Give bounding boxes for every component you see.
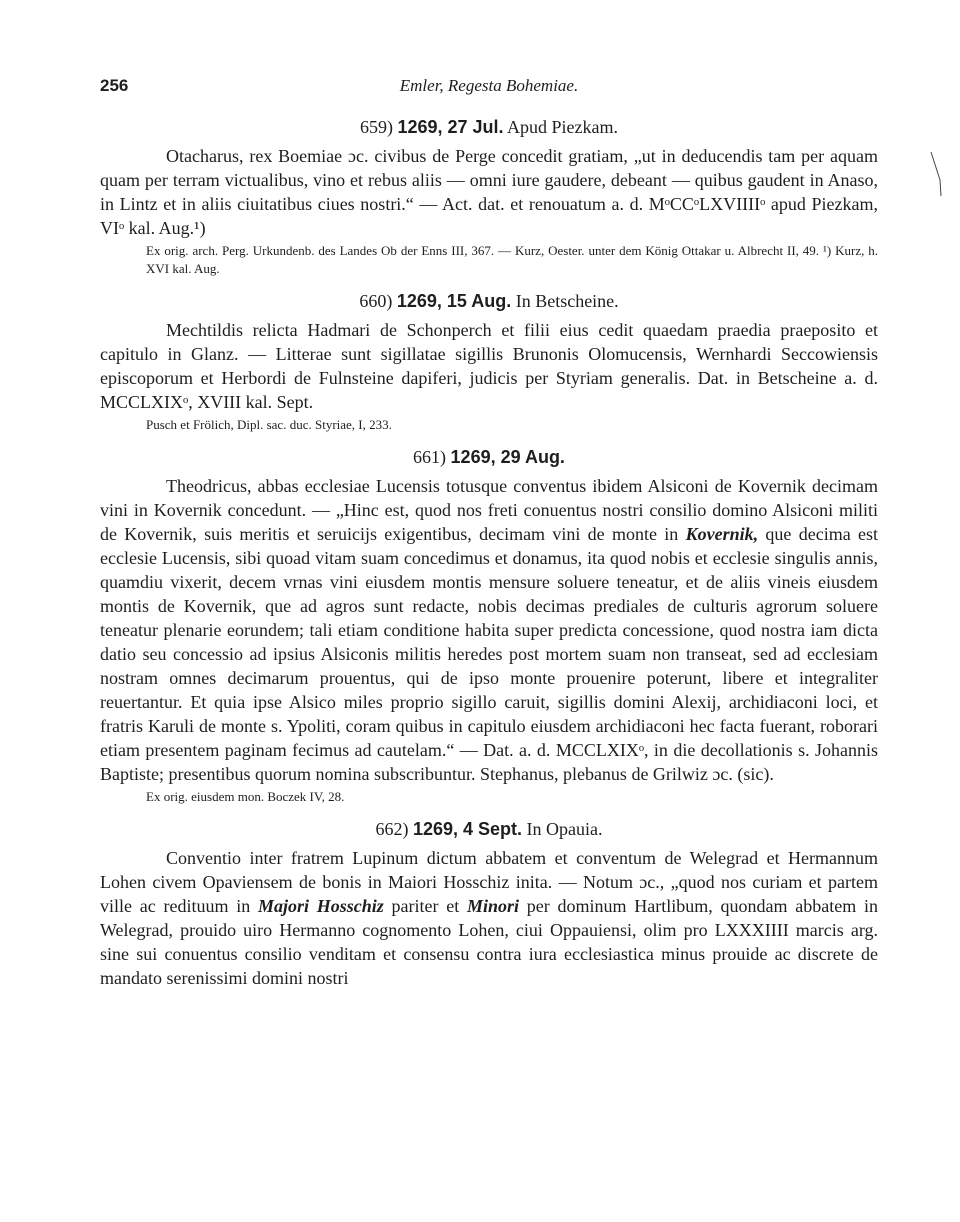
regest-entry-660 bbox=[100, 288, 878, 434]
regest-entry-659 bbox=[100, 114, 878, 278]
page-number: 256 bbox=[100, 76, 129, 95]
entry-heading bbox=[100, 288, 878, 314]
scan-line-icon bbox=[930, 150, 942, 200]
entry-number: 660) bbox=[359, 291, 393, 311]
entry-number: 662) bbox=[375, 819, 409, 839]
entry-text: Mechtildis relicta Hadmari de Schonperch et filii eius cedit quaedam praedia praeposito et capitulo in Glanz. — Litterae sunt sigillatae sigillis Brunonis Olomucensis, Wernhardi Seccowiensis episcoporum et Herbordi de Fulnsteine dapiferi, judicis per Styriam generalis. Dat. in Betscheine a. d. MCCLXIXᵒ, XVIII kal. Sept. bbox=[100, 320, 878, 412]
regest-entry-662 bbox=[100, 816, 878, 990]
entry-number: 659) bbox=[359, 117, 393, 137]
margin-scan-mark bbox=[930, 150, 942, 200]
entry-heading bbox=[100, 444, 878, 470]
entry-date: 1269, 27 Jul. bbox=[397, 117, 504, 137]
entry-text: Otacharus, rex Boemiae ɔc. civibus de Perge concedit gratiam, „ut in deducendis tam per aquam quam per terram victualibus, vino et rebus aliis — omni iure gaudere, debeant — quibus gaudent in Anaso, in Lintz et in aliis ciuitatibus ciues nostri.“ — Act. dat. et renouatum a. d. MᵒCCᵒLXVIIIIᵒ apud Piezkam, VIᵒ kal. Aug.¹) bbox=[100, 146, 878, 238]
text-part: pariter et bbox=[383, 896, 468, 916]
document-page bbox=[100, 72, 878, 990]
text-part: Theodricus, abbas ecclesiae Lucensis totusque conventus ibidem Alsiconi de Kovernik decimam vini in Kovernik concedunt. — „Hinc est, quod nos freti conuentus nostri consilio domino Alsiconi militi de Kovernik, suis meritis et seruicijs exigentibus, decimam vini de monte in bbox=[100, 476, 878, 544]
entry-heading bbox=[100, 816, 878, 842]
text-part-italic: Minori bbox=[467, 896, 520, 916]
entry-place: In Opauia. bbox=[526, 819, 603, 839]
page-header bbox=[100, 72, 878, 104]
entry-place: In Betscheine. bbox=[515, 291, 619, 311]
entry-number: 661) bbox=[413, 447, 447, 467]
entry-text bbox=[100, 474, 878, 786]
entry-place: Apud Piezkam. bbox=[507, 117, 619, 137]
regest-entry-661 bbox=[100, 444, 878, 806]
entry-date: 1269, 29 Aug. bbox=[450, 447, 565, 467]
text-part-italic: Majori Hosschiz bbox=[257, 896, 384, 916]
text-part: per dominum Hartlibum, quondam abbatem in Welegrad, prouido uiro Hermanno cognomento Lohen, ciui Oppauiensi, olim pro LXXXIIII marcis arg. sine sui conuentus consilio venditam et consensu contra iura ecclesiastica minus prouide ac discrete de mandato serenissimi domini nostri bbox=[100, 896, 879, 988]
text-part-italic: Kovernik, bbox=[685, 524, 759, 544]
entry-source: Ex orig. eiusdem mon. Boczek IV, 28. bbox=[146, 789, 345, 804]
text-part: Conventio inter fratrem Lupinum dictum abbatem et conventum de Welegrad et Hermannum Lohen civem Opaviensem de bonis in Maiori Hosschiz inita. — Notum ɔc., „quod nos curiam et partem ville ac redituum in bbox=[100, 848, 878, 916]
entry-source: Pusch et Frölich, Dipl. sac. duc. Styriae, I, 233. bbox=[146, 417, 392, 432]
text-part: que decima est ecclesie Lucensis, sibi quoad vitam suam concedimus et donamus, ita quod nobis et ecclesie singulis annis, quamdiu vixerit, decem vrnas vini eiusdem montis mensure soluere teneatur, et de aliis vineis eiusdem montis de Kovernik, que ad agros sunt redacte, nobis decimas prediales de culturis agrorum soluere teneatur plenarie eorundem; tali etiam conditione habita super predicta concessione, quod nostra iam dicta datio seu concessio ad ipsius Alsiconis militis heredes post mortem suam non transeat, sed ad ecclesiam nostram omnes decimarum prouentus, qui de ipso monte prouenire poterunt, libere et integraliter reuertantur. Et quia ipse Alsico miles proprio sigillo caruit, sigillis domini Alexij, archidiaconi loci, et fratris Karuli de monte s. Ypoliti, coram quibus in capitulo eiusdem archidiaconi hec facta fuerant, roborari etiam presentem paginam fecimus ad cautelam.“ — Dat. a. d. MCCLXIXᵒ, in die decollationis s. Johannis Baptiste; presentibus quorum nomina subscribuntur. Stephanus, plebanus de Grilwiz ɔc. (sic). bbox=[100, 524, 878, 784]
entry-source: Ex orig. arch. Perg. Urkundenb. des Landes Ob der Enns III, 367. — Kurz, Oester. unter dem König Ottakar u. Albrecht II, 49. ¹) Kurz, h. XVI kal. Aug. bbox=[146, 243, 878, 276]
entry-date: 1269, 4 Sept. bbox=[412, 819, 523, 839]
entry-date: 1269, 15 Aug. bbox=[396, 291, 512, 311]
entry-text bbox=[100, 846, 878, 990]
entry-heading bbox=[100, 114, 878, 140]
running-title: Emler, Regesta Bohemiae. bbox=[399, 76, 579, 95]
